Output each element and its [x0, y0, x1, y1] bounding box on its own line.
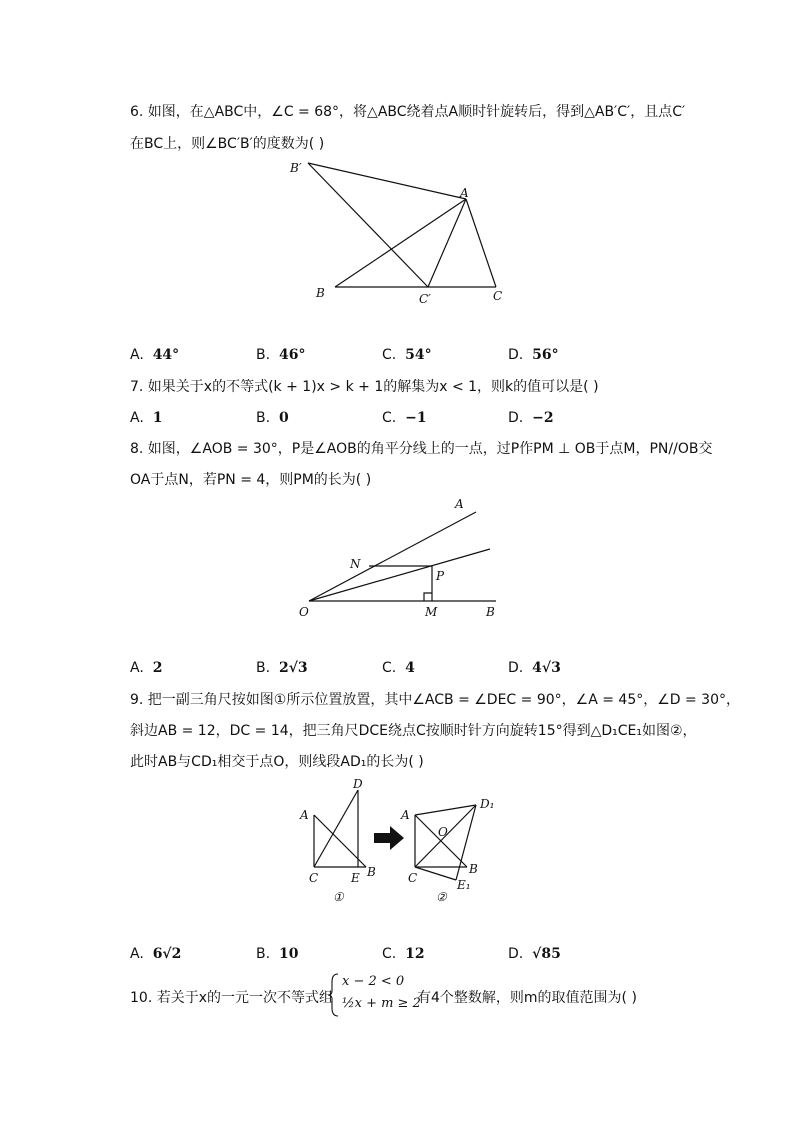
q8-label-p: P	[436, 569, 445, 583]
q9f1-caption: ①	[333, 890, 344, 904]
q9f2-caption: ②	[436, 890, 447, 904]
q9f2-label-a: A	[401, 808, 410, 822]
q7-option-c[interactable]: C. −1	[382, 410, 427, 426]
q10-ineq-2: ½x + m ≥ 2	[342, 996, 421, 1011]
q9f2-label-c: C	[408, 871, 418, 885]
q6-option-b[interactable]: B. 46°	[256, 347, 306, 363]
q9-arrow-icon	[374, 826, 404, 850]
q9-option-d[interactable]: D. √85	[508, 946, 561, 962]
q9-stem-line1: 9. 把一副三角尺按如图①所示位置放置，其中∠ACB = ∠DEC = 90°，∠A = 45°，∠D = 30°，	[130, 692, 740, 708]
q9-option-a[interactable]: A. 6√2	[130, 946, 182, 962]
q9f2-seg-ce1	[415, 867, 456, 880]
q9-stem-line3: 此时AB与CD₁相交于点O，则线段AD₁的长为( )	[130, 754, 424, 770]
q6-label-b: B	[316, 286, 325, 300]
q10-inequality-system	[328, 972, 421, 1018]
q8-stem-line2: OA于点N，若PN = 4，则PM的长为( )	[130, 472, 372, 488]
q8-option-c[interactable]: C. 4	[382, 660, 415, 676]
q10-ineq-1: x − 2 < 0	[342, 974, 405, 989]
q9f1-seg-dc	[314, 790, 358, 867]
q9-option-c[interactable]: C. 12	[382, 946, 425, 962]
q8-stem-line1: 8. 如图，∠AOB = 30°，P是∠AOB的角平分线上的一点，过P作PM ⊥ OB于点M，PN//OB交	[130, 441, 713, 457]
q9f1-label-c: C	[309, 871, 319, 885]
q6-label-a: A	[460, 186, 469, 200]
q9f1-label-d: D	[353, 777, 363, 791]
q6-option-a[interactable]: A. 44°	[130, 347, 180, 363]
q7-stem: 7. 如果关于x的不等式(k + 1)x > k + 1的解集为x < 1，则k的值可以是( )	[130, 379, 599, 395]
q8-option-b[interactable]: B. 2√3	[256, 660, 308, 676]
q10-brace-icon	[328, 972, 340, 1018]
q10-stem-suffix: 有4个整数解，则m的取值范围为( )	[417, 990, 637, 1006]
q8-label-m: M	[425, 605, 438, 619]
q7-option-d[interactable]: D. −2	[508, 410, 554, 426]
q6-stem-line1: 6. 如图，在△ABC中，∠C = 68°，将△ABC绕着点A顺时针旋转后，得到△AB′C′，且点C′	[130, 104, 686, 120]
q9f2-label-o: O	[438, 825, 448, 839]
q9f1-label-a: A	[300, 808, 309, 822]
q9f2-label-d1: D₁	[480, 797, 495, 811]
q6-option-c[interactable]: C. 54°	[382, 347, 432, 363]
q6-option-d[interactable]: D. 56°	[508, 347, 559, 363]
q7-option-b[interactable]: B. 0	[256, 410, 289, 426]
q9f1-label-e: E	[351, 871, 360, 885]
q9f2-label-b: B	[469, 862, 478, 876]
q8-label-o: O	[299, 605, 309, 619]
q6-label-c: C	[493, 289, 503, 303]
q8-option-a[interactable]: A. 2	[130, 660, 163, 676]
q9-stem-line2: 斜边AB = 12，DC = 14，把三角尺DCE绕点C按顺时针方向旋转15°得到△D₁CE₁如图②，	[130, 723, 697, 739]
q9f1-label-b: B	[367, 865, 376, 879]
q9f2-label-e1: E₁	[457, 878, 471, 892]
q8-option-d[interactable]: D. 4√3	[508, 660, 561, 676]
q6-label-c-prime: C′	[419, 292, 431, 306]
q8-label-b: B	[486, 605, 495, 619]
q8-label-n: N	[350, 557, 361, 571]
q8-label-a: A	[455, 497, 464, 511]
q10-stem-prefix: 10. 若关于x的一元一次不等式组	[130, 990, 333, 1006]
q6-label-b-prime: B′	[290, 161, 302, 175]
q6-stem-line2: 在BC上，则∠BC′B′的度数为( )	[130, 136, 325, 152]
q9-option-b[interactable]: B. 10	[256, 946, 299, 962]
q7-option-a[interactable]: A. 1	[130, 410, 163, 426]
